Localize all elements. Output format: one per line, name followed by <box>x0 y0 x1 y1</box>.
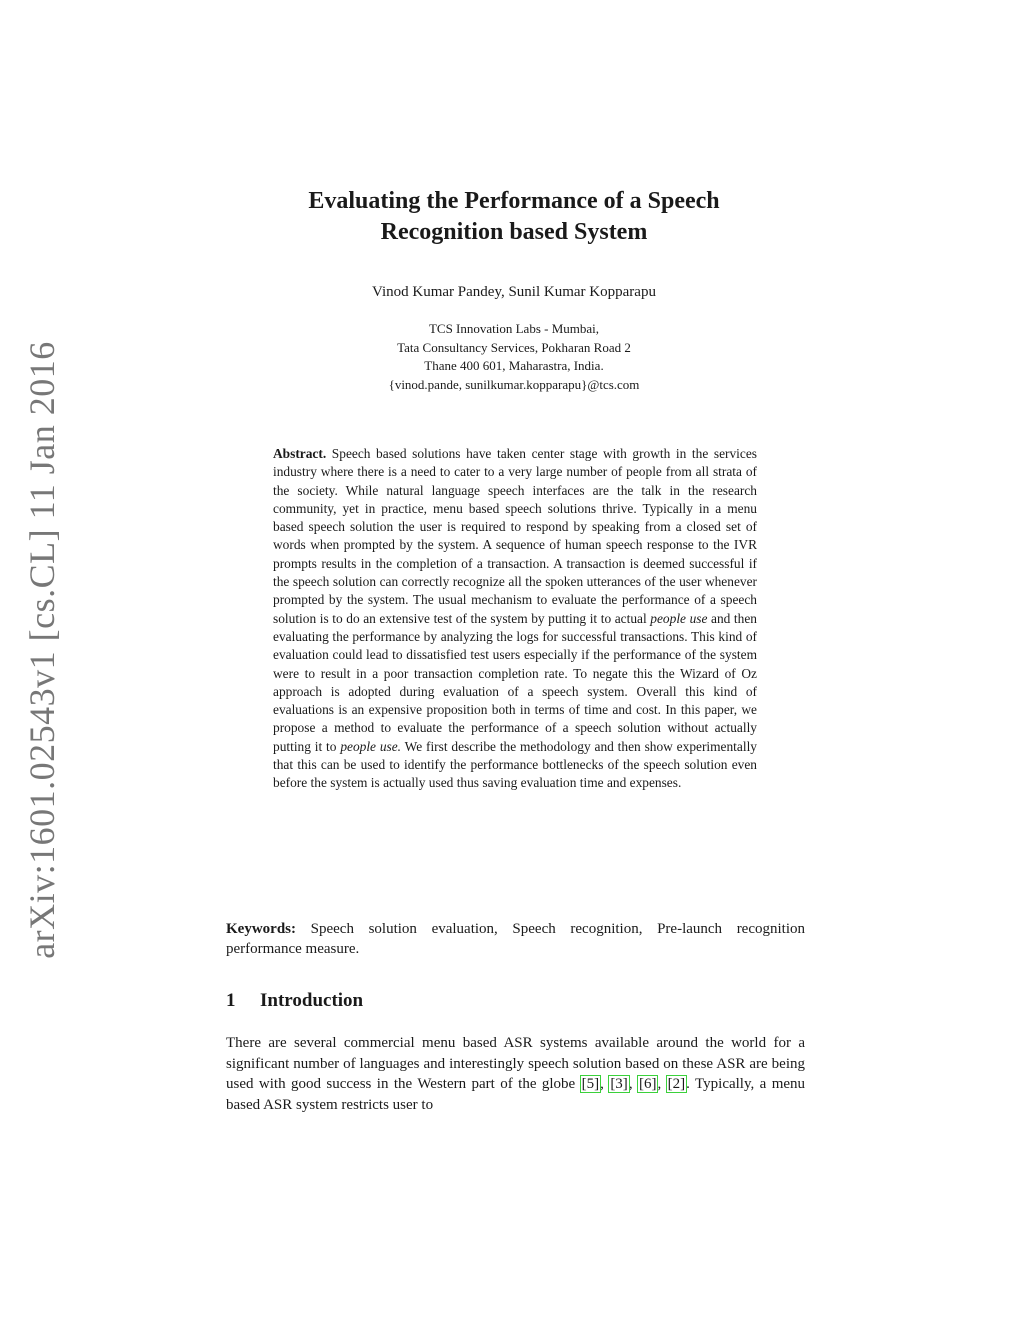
author-emails: {vinod.pande, sunilkumar.kopparapu}@tcs.com <box>388 376 640 392</box>
intro-text-after-citations: . Typically, a menu based ASR system restricts user to <box>226 1076 806 1113</box>
citation-link-2[interactable]: [2] <box>667 1076 686 1092</box>
paper-title <box>200 186 828 248</box>
abstract-text-part-3: We first describe the methodology and then show experimentally that this can be used to identify the performance bottlenecks of the speech solution even before the system is actually used thus saving evaluation time and expenses. <box>273 738 757 791</box>
affiliation-line-2: Tata Consultancy Services, Pokharan Road 2 <box>397 339 631 355</box>
abstract <box>273 445 757 793</box>
citation-link-3[interactable]: [3] <box>610 1076 628 1092</box>
affiliation-block <box>200 320 828 394</box>
section-title: Introduction <box>260 990 364 1011</box>
abstract-emphasis-2: people use. <box>340 738 402 754</box>
abstract-text-part-2: and then evaluating the performance by analyzing the logs for successful transactions. This kind of evaluation could lead to dissatisfied test users especially if the performance of the system were to result in a poor transaction completion rate. To negate this the Wizard of Oz approach is adopted during evaluation of a speech system. Overall this kind of evaluations is an expensive proposition both in terms of time and cost. In this paper, we propose a method to evaluate the performance of a speech solution without actually putting it to <box>273 610 757 754</box>
keywords-text: Speech solution evaluation, Speech recognition, Pre-launch recognition performance measure. <box>226 921 806 957</box>
paper-title-line-2: Recognition based System <box>380 219 648 245</box>
abstract-label: Abstract. <box>273 446 327 461</box>
arxiv-identifier-stamp: arXiv:1601.02543v1 [cs.CL] 11 Jan 2016 <box>22 341 62 959</box>
author-list: Vinod Kumar Pandey, Sunil Kumar Kopparapu <box>372 284 656 300</box>
abstract-text-part-1: Speech based solutions have taken center stage with growth in the services industry where there is a need to cater to a very large number of people from all strata of the society. While natural language speech interfaces are the talk in the research community, yet in practice, menu based speech solutions thrive. Typically in a menu based speech solution the user is required to respond by speaking from a closed set of words when prompted by the system. A sequence of human speech response to the IVR prompts results in the completion of a transaction. A transaction is deemed successful if the speech solution can correctly recognize all the spoken utterances of the user whenever prompted by the system. The usual mechanism to evaluate the performance of a speech solution is to do an extensive test of the system by putting it to actual <box>273 446 758 626</box>
citation-link-6[interactable]: [6] <box>638 1076 657 1092</box>
abstract-emphasis-1: people use <box>650 610 708 626</box>
keywords <box>226 919 805 959</box>
affiliation-line-1: TCS Innovation Labs - Mumbai, <box>428 321 600 336</box>
keywords-label: Keywords: <box>226 921 296 937</box>
affiliation-line-3: Thane 400 601, Maharastra, India. <box>424 358 604 373</box>
paper-title-line-1: Evaluating the Performance of a Speech <box>308 188 720 214</box>
citation-link-5[interactable]: [5] <box>581 1076 600 1092</box>
intro-text-before-citations: There are several commercial menu based ASR systems available around the world for a significant number of languages and interestingly speech solution based on these ASR are being used with good success in the Western part of the globe <box>226 1035 805 1092</box>
section-heading-introduction <box>226 990 363 1012</box>
section-number: 1 <box>226 990 236 1011</box>
introduction-paragraph: There are several commercial menu based ASR systems available around the world for a significant number of languages and interestingly speech solution based on these ASR are being used with good success in the Western part of the globe [5], [3], [6], [2]. Typically, a menu based ASR system restricts user to <box>226 1035 806 1113</box>
